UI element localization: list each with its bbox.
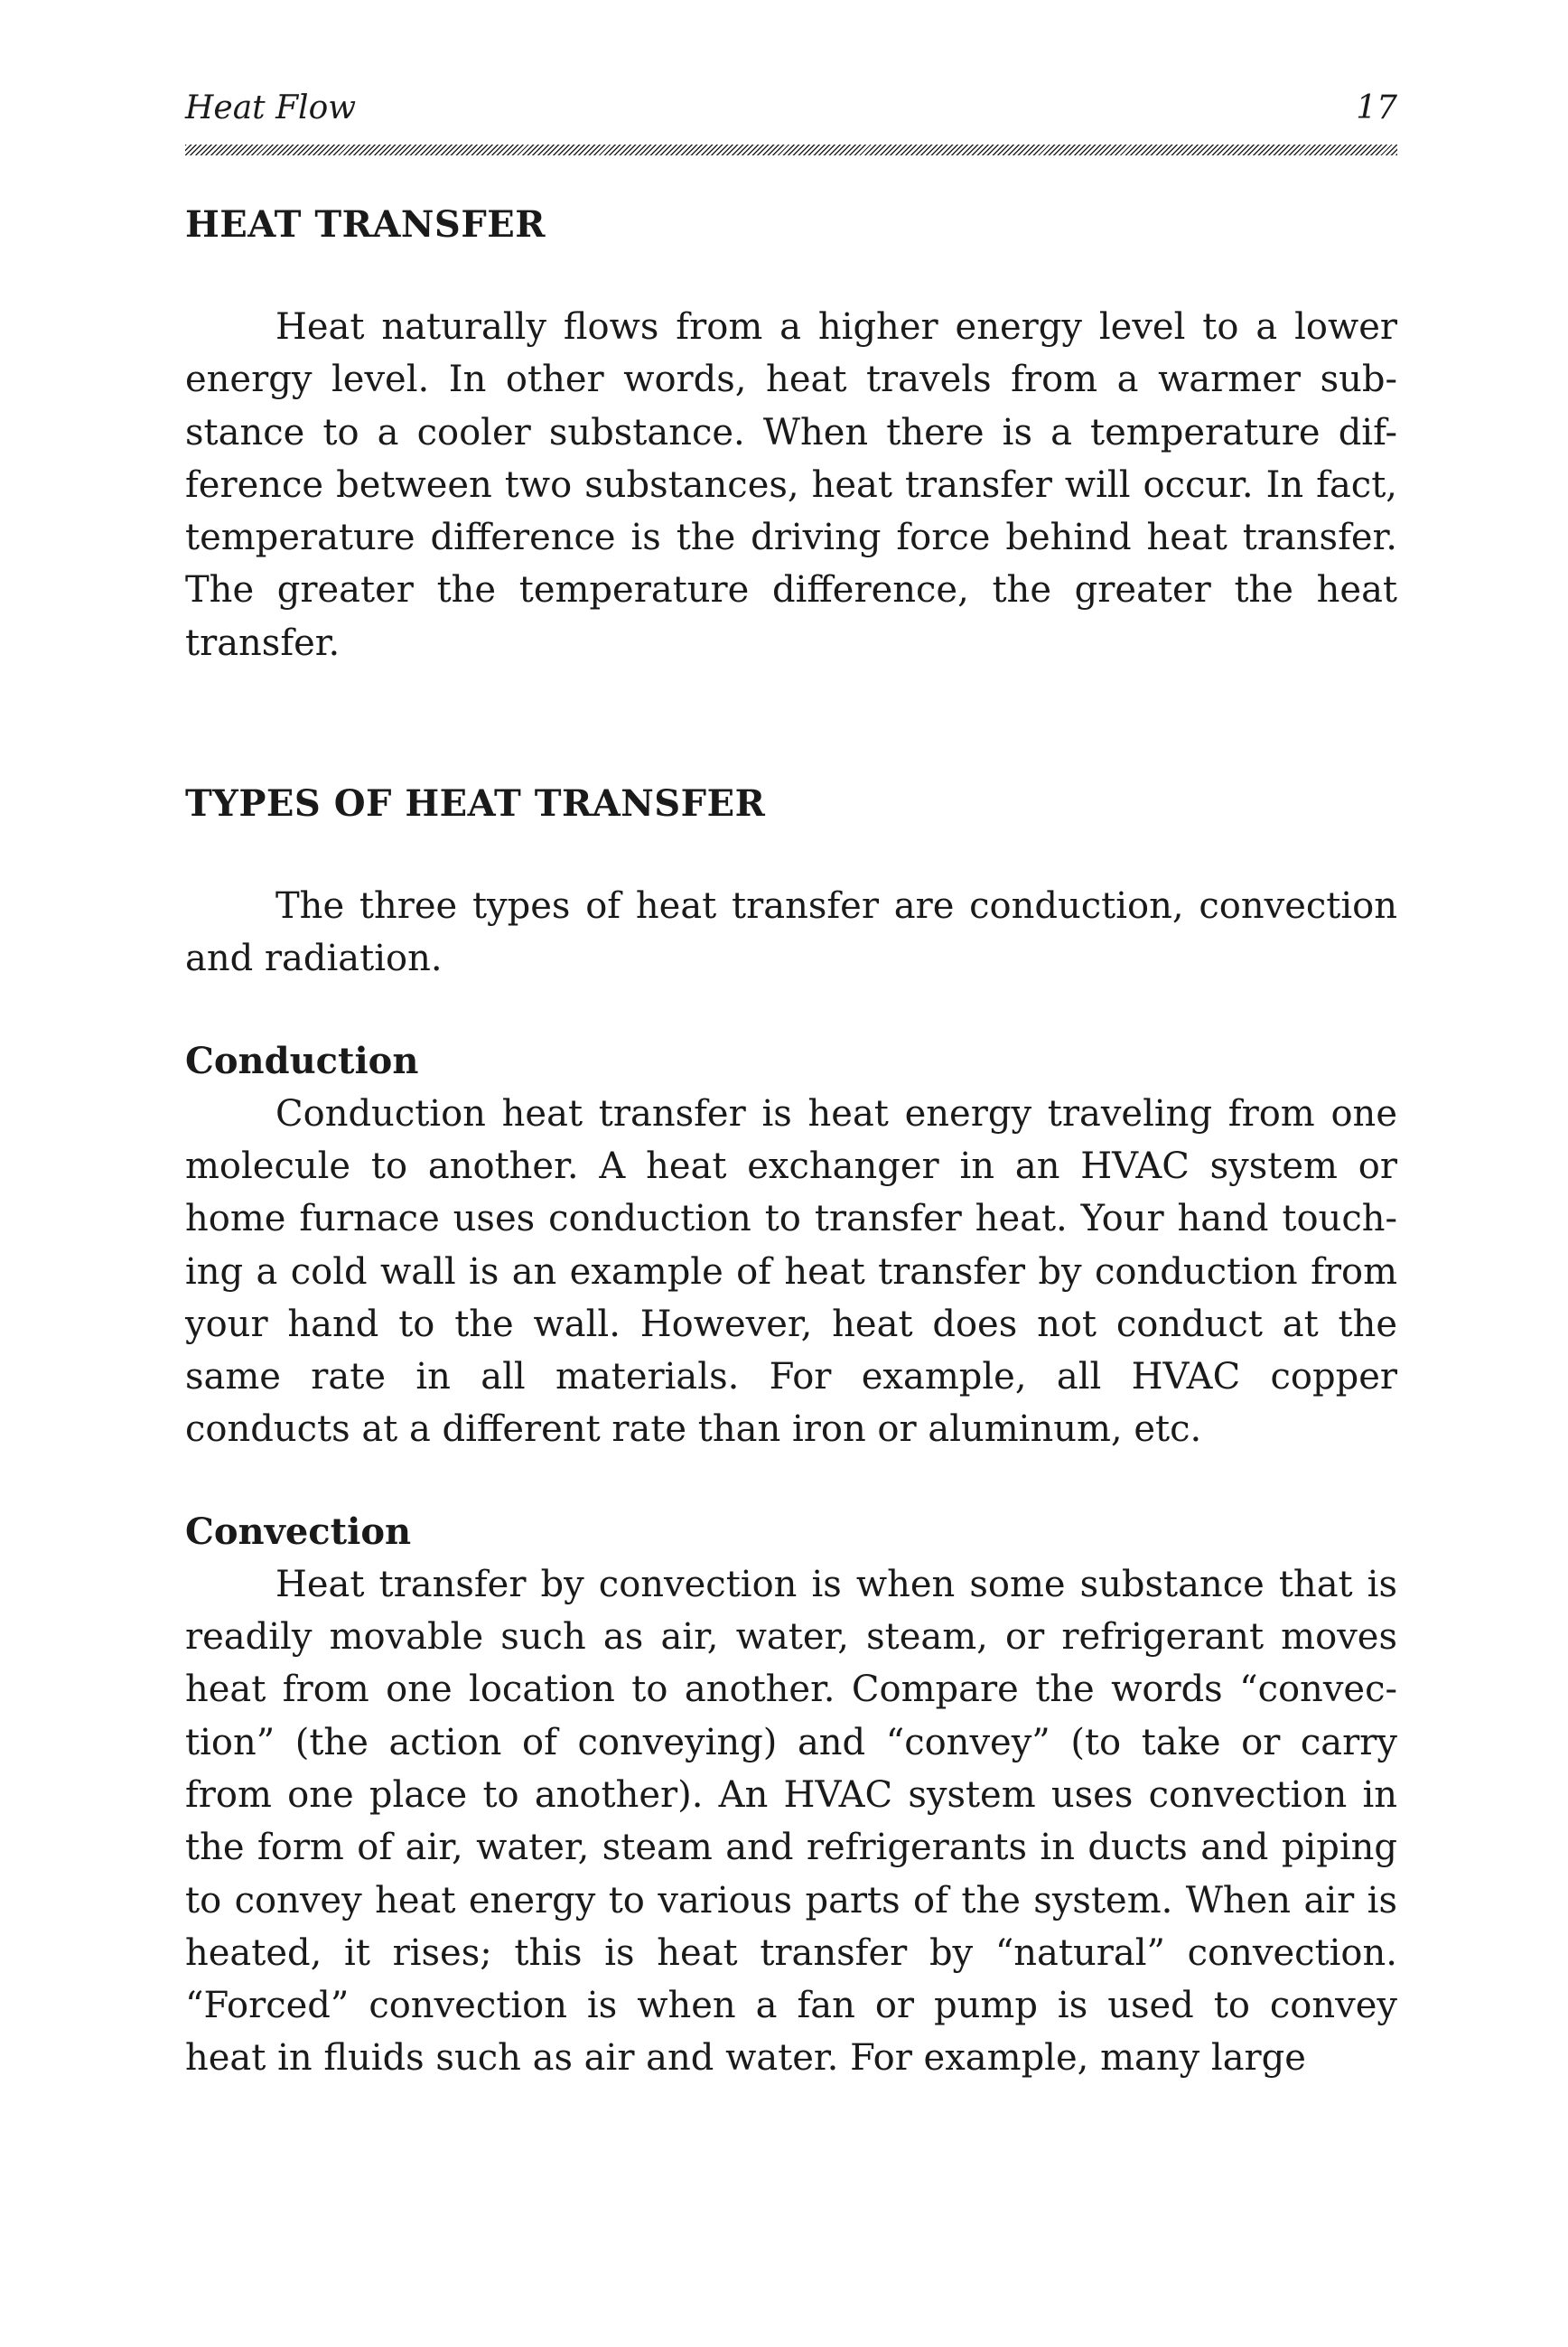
heading-convection: Convection	[185, 1510, 412, 1553]
paragraph-convection: Heat transfer by convection is when some substance that is readily movable such as air, water, steam, or refrigerant moves heat from one location to another. Compare the words “convec-tion” (the action of conveying) and “convey” (to take or carry from one place to another). An HVAC system uses convection in the form of air, water, steam and refrigerants in ducts and piping to convey heat energy to various parts of the system. When air is heated, it rises; this is heat transfer by “natural” convection. “Forced” convection is when a fan or pump is used to convey heat in fluids such as air and water. For example, many large	[185, 1563, 1397, 2080]
paragraph-conduction: Conduction heat transfer is heat energy traveling from one molecule to another. A heat exchanger in an HVAC system or home furnace uses conduction to transfer heat. Your hand touch-ing a cold wall is an example of heat transfer by conduction from your hand to the wall. However, heat does not conduct at the same rate in all materials. For example, all HVAC copper conducts at a different rate than iron or aluminum, etc.	[185, 1092, 1397, 1451]
page-number: 17	[1356, 89, 1397, 126]
heading-types-of-heat-transfer: TYPES OF HEAT TRANSFER	[185, 782, 766, 826]
paragraph-heat-transfer: Heat naturally flows from a higher energy level to a lower energy level. In other words, heat travels from a warmer sub-stance to a cooler substance. When there is a temperature dif-ference between two substances, heat transfer will occur. In fact, temperature difference is the driving force behind heat transfer. The greater the temperature difference, the greater the heat transfer.	[185, 306, 1397, 664]
heading-heat-transfer: HEAT TRANSFER	[185, 203, 546, 246]
book-page	[185, 90, 1397, 2085]
chapter-title: Heat Flow	[185, 89, 357, 126]
heading-conduction: Conduction	[185, 1039, 419, 1082]
paragraph-types-of-heat-transfer: The three types of heat transfer are conduction, convection and radiation.	[185, 885, 1397, 980]
header-rule	[185, 145, 1397, 155]
running-head	[185, 90, 1397, 130]
